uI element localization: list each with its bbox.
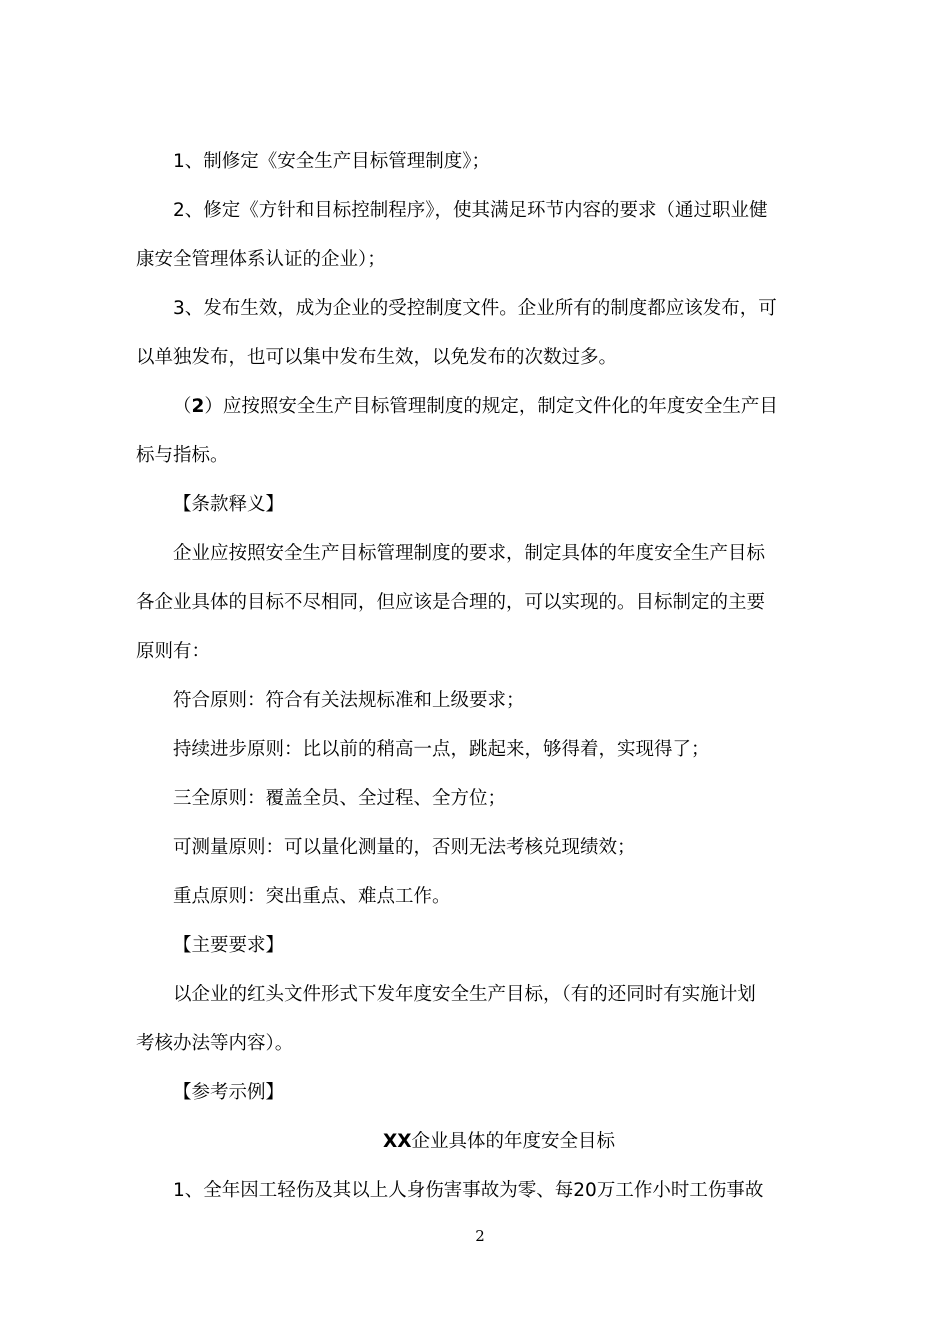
interpretation-line-1: 企业应按照安全生产目标管理制度的要求，制定具体的年度安全生产目标 <box>173 543 766 564</box>
example-heading: 【参考示例】 <box>173 1082 285 1103</box>
interpretation-line-3: 原则有： <box>136 641 211 662</box>
requirements-line-1: 以企业的红头文件形式下发年度安全生产目标，（有的还同时有实施计划 <box>173 984 756 1005</box>
principle-item: 可测量原则：可以量化测量的，否则无法考核兑现绩效； <box>173 837 636 858</box>
item-1: 1、制修定《安全生产目标管理制度》； <box>173 151 491 172</box>
requirements-heading: 【主要要求】 <box>173 935 285 956</box>
principle-item: 重点原则：突出重点、难点工作。 <box>173 886 451 907</box>
item-3-line-1: 3、发布生效，成为企业的受控制度文件。企业所有的制度都应该发布，可 <box>173 298 777 319</box>
clause-2-line-2: 标与指标。 <box>136 445 229 466</box>
clause-2-open: （ <box>173 396 192 417</box>
principle-item: 三全原则：覆盖全员、全过程、全方位； <box>173 788 507 809</box>
principle-item: 符合原则：符合有关法规标准和上级要求； <box>173 690 525 711</box>
example-title <box>0 1129 950 1155</box>
clause-2-number: 2 <box>191 396 205 417</box>
interpretation-heading: 【条款释义】 <box>173 494 285 515</box>
example-item-1: 1、全年因工轻伤及其以上人身伤害事故为零、每20万工作小时工伤事故 <box>173 1180 764 1201</box>
clause-2-line-1 <box>173 394 893 420</box>
page-number: 2 <box>475 1227 485 1245</box>
clause-2-text: ）应按照安全生产目标管理制度的规定，制定文件化的年度安全生产目 <box>204 396 778 417</box>
item-2-line-1: 2、修定《方针和目标控制程序》，使其满足环节内容的要求（通过职业健 <box>173 200 768 221</box>
item-3-line-2: 以单独发布，也可以集中发布生效，以免发布的次数过多。 <box>136 347 618 368</box>
example-title-prefix: XX <box>382 1131 412 1152</box>
requirements-line-2: 考核办法等内容）。 <box>136 1033 294 1054</box>
example-title-text: 企业具体的年度安全目标 <box>411 1131 616 1152</box>
principle-item: 持续进步原则：比以前的稍高一点，跳起来，够得着，实现得了； <box>173 739 710 760</box>
interpretation-line-2: 各企业具体的目标不尽相同，但应该是合理的，可以实现的。目标制定的主要 <box>136 592 766 613</box>
item-2-line-2: 康安全管理体系认证的企业）； <box>136 249 386 270</box>
